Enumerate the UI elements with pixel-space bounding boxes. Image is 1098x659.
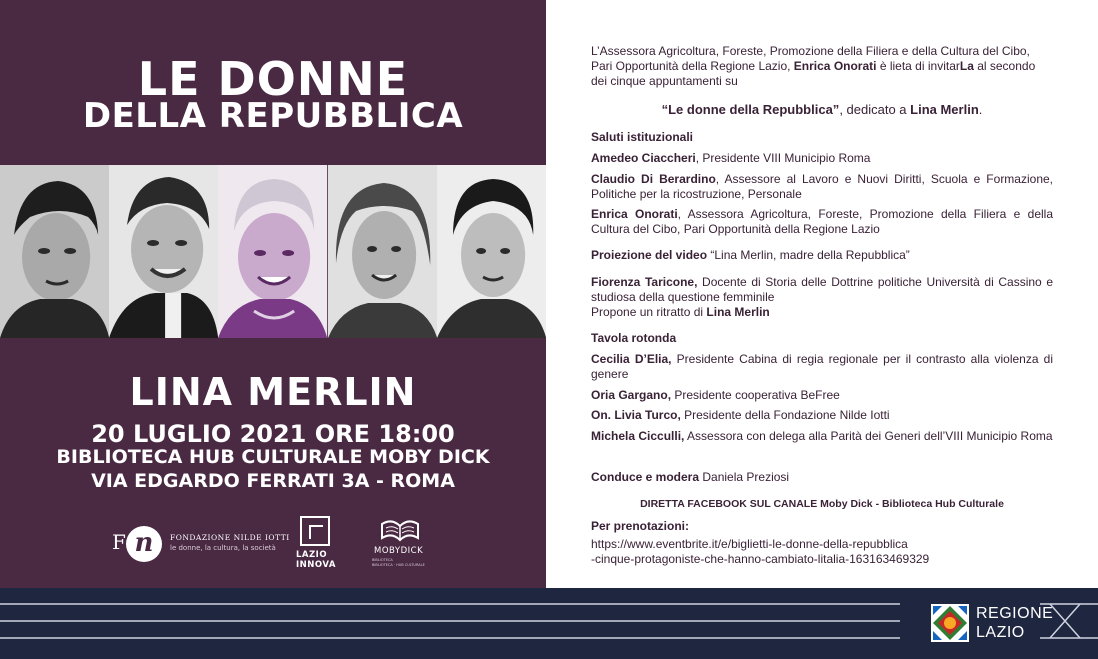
fni-name: FONDAZIONE NILDE IOTTI: [170, 533, 290, 542]
event-venue: BIBLIOTECA HUB CULTURALE MOBY DICK: [56, 446, 490, 468]
intro-text-1: L’Assessora Agricoltura, Foreste, Promozione della Filiera e della Cultura del Cibo, Pari Opportunità della Regione Lazio,: [591, 44, 1030, 73]
event-address: VIA EDGARDO FERRATI 3A - ROMA: [91, 470, 455, 492]
moderator-label: Conduce e modera: [591, 470, 700, 484]
fni-mark-icon: n: [126, 526, 162, 562]
propone-text: Propone un ritratto di: [591, 305, 707, 319]
speaker-tavola-4: [591, 429, 1053, 444]
speaker-saluti-2: [591, 172, 1053, 202]
portrait-photo-5: [437, 165, 546, 338]
intro-la: La: [959, 59, 974, 73]
tavola-heading: Tavola rotonda: [591, 331, 677, 345]
speaker-role: Assessora con delega alla Parità dei Generi dell’VIII Municipio Roma: [684, 429, 1053, 443]
headline-end: .: [978, 102, 983, 117]
poster-title-line1: LE DONNE: [137, 52, 409, 106]
speaker-saluti-3: [591, 207, 1053, 237]
portrait-photo-4: [328, 165, 437, 338]
intro-host-name: Enrica Onorati: [793, 59, 877, 73]
speaker-name: Cecilia D’Elia,: [591, 352, 672, 366]
event-date-time: 20 LUGLIO 2021 ORE 18:00: [91, 420, 455, 448]
partner-logos: [0, 510, 546, 580]
speaker-name: Michela Cicculli,: [591, 429, 685, 443]
speaker-tavola-1: [591, 352, 1053, 382]
speaker-name: Enrica Onorati: [591, 207, 678, 221]
moderator-name: Daniela Preziosi: [699, 470, 790, 484]
poster-title-line2: DELLA REPUBBLICA: [82, 96, 464, 136]
portrait-speaker: [591, 275, 1053, 305]
propone-subject: Lina Merlin: [706, 305, 770, 319]
portrait-photo-1: [0, 165, 109, 338]
mobydick-logo: [372, 518, 432, 574]
portrait-photo-3: [218, 165, 327, 338]
video-screening: [591, 248, 1053, 263]
speaker-saluti-1: [591, 151, 1053, 166]
mobydick-small2: BIBLIOTECA · HUB CULTURALE: [372, 563, 425, 567]
fondazione-nilde-iotti-logo: [112, 526, 290, 562]
speaker-role: Presidente Cabina di regia regionale per il contrasto alla violenza di genere: [591, 352, 1053, 381]
invitation-intro: [591, 44, 1053, 89]
intro-text-2: è lieta di invitar: [876, 59, 960, 73]
headline-title: “Le donne della Repubblica”: [661, 102, 840, 117]
regione-label: REGIONE: [976, 605, 1054, 622]
booking-url-line2[interactable]: -cinque-protagoniste-che-hanno-cambiato-litalia-163163469329: [591, 552, 930, 566]
speaker-tavola-3: [591, 408, 1053, 423]
intro-text-3: al secondo dei cinque appuntamenti su: [591, 59, 1036, 88]
facebook-live-notice: DIRETTA FACEBOOK SUL CANALE Moby Dick - Biblioteca Hub Culturale: [640, 498, 1004, 510]
lazio-innova-line2: INNOVA: [296, 560, 336, 570]
fni-letter: F: [112, 530, 126, 554]
moderator: [591, 470, 1053, 485]
speaker-role: Presidente cooperativa BeFree: [671, 388, 840, 402]
speaker-role: , Presidente VIII Municipio Roma: [695, 151, 871, 165]
speaker-name: On. Livia Turco,: [591, 408, 681, 422]
speaker-role: , Assessore al Lavoro e Nuovi Diritti, Scuola e Formazione, Politiche per la ricostruzione, Personale: [591, 172, 1054, 201]
booking-url-line1[interactable]: https://www.eventbrite.it/e/biglietti-le-donne-della-repubblica: [591, 537, 908, 551]
lazio-label: LAZIO: [976, 624, 1025, 641]
video-label: Proiezione del video: [591, 248, 708, 262]
headline-name: Lina Merlin: [910, 102, 979, 117]
speaker-role: Presidente della Fondazione Nilde Iotti: [680, 408, 890, 422]
program-panel: [546, 0, 1098, 588]
video-title: “Lina Merlin, madre della Repubblica”: [707, 248, 910, 262]
speaker-tavola-2: [591, 388, 1053, 403]
poster-panel: [0, 0, 546, 588]
event-headline: [591, 102, 1053, 117]
mobydick-small1: BIBLIOTECA: [372, 558, 393, 562]
speaker-name: Amedeo Ciaccheri: [591, 151, 696, 165]
book-icon: [378, 518, 422, 542]
portrait-propone: [591, 305, 1053, 320]
portrait-strip: [0, 165, 546, 338]
lazio-innova-logo: [296, 516, 336, 572]
lazio-innova-line1: LAZIO: [296, 550, 328, 560]
mobydick-name: MOBYDICK: [374, 546, 424, 556]
speaker-role: Docente di Storia delle Dottrine politiche Università di Cassino e studiosa della questione femminile: [591, 275, 1054, 304]
headline-mid: , dedicato a: [839, 102, 911, 117]
speaker-role: , Assessora Agricoltura, Foreste, Promozione della Filiera e della Cultura del Cibo, Pari Opportunità della Regione Lazio: [591, 207, 1053, 236]
booking-label: Per prenotazioni:: [591, 519, 690, 533]
speaker-name: Oria Gargano,: [591, 388, 672, 402]
honoree-name: LINA MERLIN: [129, 370, 417, 414]
regione-lazio-emblem-icon: [930, 603, 970, 643]
speaker-name: Claudio Di Berardino: [591, 172, 716, 186]
saluti-heading: Saluti istituzionali: [591, 130, 694, 144]
lazio-innova-mark-icon: [300, 516, 330, 546]
speaker-name: Fiorenza Taricone,: [591, 275, 698, 289]
fni-tagline: le donne, la cultura, la società: [170, 544, 276, 552]
portrait-photo-2: [109, 165, 218, 338]
